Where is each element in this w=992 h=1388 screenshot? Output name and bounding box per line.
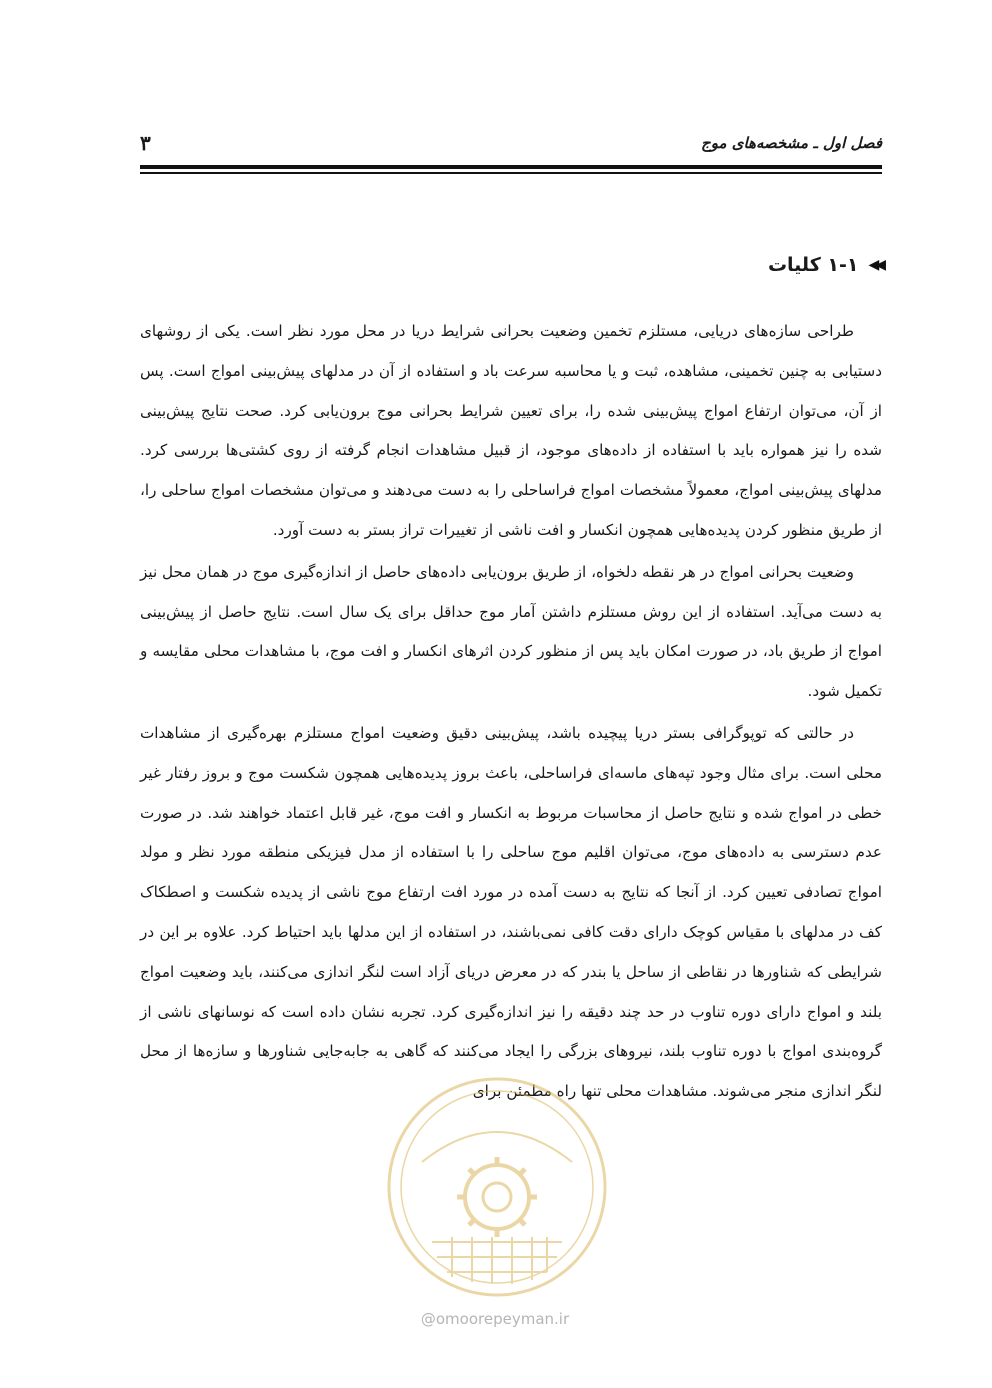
body-text	[140, 312, 882, 1112]
section-title: ۱-۱ کلیات	[767, 254, 859, 276]
paragraph: طراحی سازه‌های دریایی، مستلزم تخمین وضعیت بحرانی شرایط دریا در محل مورد نظر است. یکی از روشهای دستیابی به چنین تخمینی، مشاهده، ثبت و یا محاسبه سرعت باد و استفاده از آن در مدلهای پیش‌بینی امواج است. پس از آن، می‌توان ارتفاع امواج پیش‌بینی شده را، برای تعیین شرایط بحرانی موج برون‌یابی کرد. صحت نتایج پیش‌بینی شده را نیز همواره باید با استفاده از داده‌های موجود، از قبیل مشاهدات انجام گرفته از روی کشتی‌ها بررسی کرد. مدلهای پیش‌بینی امواج، معمولاً مشخصات امواج فراساحلی را به دست می‌دهند و می‌توان مشخصات امواج ساحلی را، از طریق منظور کردن پدیده‌هایی همچون انکسار و افت ناشی از تغییرات تراز بستر به دست آورد.	[140, 322, 882, 539]
chapter-title: فصل اول ـ مشخصه‌های موج	[701, 134, 882, 152]
paragraph: وضعیت بحرانی امواج در هر نقطه دلخواه، از طریق برون‌یابی داده‌های حاصل از اندازه‌گیری موج در همان محل نیز به دست می‌آید. استفاده از این روش مستلزم داشتن آمار موج حداقل برای یک سال است. نتایج حاصل از پیش‌بینی امواج از طریق باد، در صورت امکان باید پس از منظور کردن اثرهای انکسار و افت موج، با مشاهدات محلی مقایسه و تکمیل شود.	[140, 562, 882, 701]
watermark-url: @omoorepeyman.ir	[420, 1310, 570, 1328]
page-number: ۳	[140, 131, 151, 155]
paragraph: در حالتی که توپوگرافی بستر دریا پیچیده باشد، پیش‌بینی دقیق وضعیت امواج مستلزم بهره‌گیری از مشاهدات محلی است. برای مثال وجود تپه‌های ماسه‌ای فراساحلی، باعث بروز پدیده‌هایی همچون شکست موج و بروز رفتار غیر خطی در امواج شده و نتایج حاصل از محاسبات مربوط به انکسار و افت موج، غیر قابل اعتماد خواهند شد. در صورت عدم دسترسی به داده‌های موج، می‌توان اقلیم موج ساحلی را با استفاده از مدل فیزیکی منطقه مورد نظر و مولد امواج تصادفی تعیین کرد. از آنجا که نتایج به دست آمده در مورد افت ارتفاع موج ناشی از پدیده شکست و اصطکاک کف در مدلهای با مقیاس کوچک دارای دقت کافی نمی‌باشند، در استفاده از این مدلها باید احتیاط کرد. علاوه بر این در شرایطی که شناورها در نقاطی از ساحل یا بندر که در معرض دریای آزاد است لنگر اندازی می‌کنند، باید وضعیت امواج بلند و امواج دارای دوره تناوب در حد چند دقیقه را نیز اندازه‌گیری کرد. تجربه نشان داده است که نوسانهای ناشی از گروه‌بندی امواج با دوره تناوب بلند، نیروهای بزرگی را ایجاد می‌کنند که گاهی به جابه‌جایی شناورها و سازه‌ها از محل لنگر اندازی منجر می‌شوند. مشاهدات محلی تنها راه مطمئن برای	[140, 723, 882, 1101]
header-rule-thick	[140, 165, 882, 169]
section-heading	[768, 254, 882, 276]
header-rule-thin	[140, 172, 882, 174]
publisher-seal-logo-icon	[382, 1072, 612, 1302]
running-header	[140, 128, 882, 158]
double-chevron-left-icon: ◀◀	[868, 257, 882, 273]
